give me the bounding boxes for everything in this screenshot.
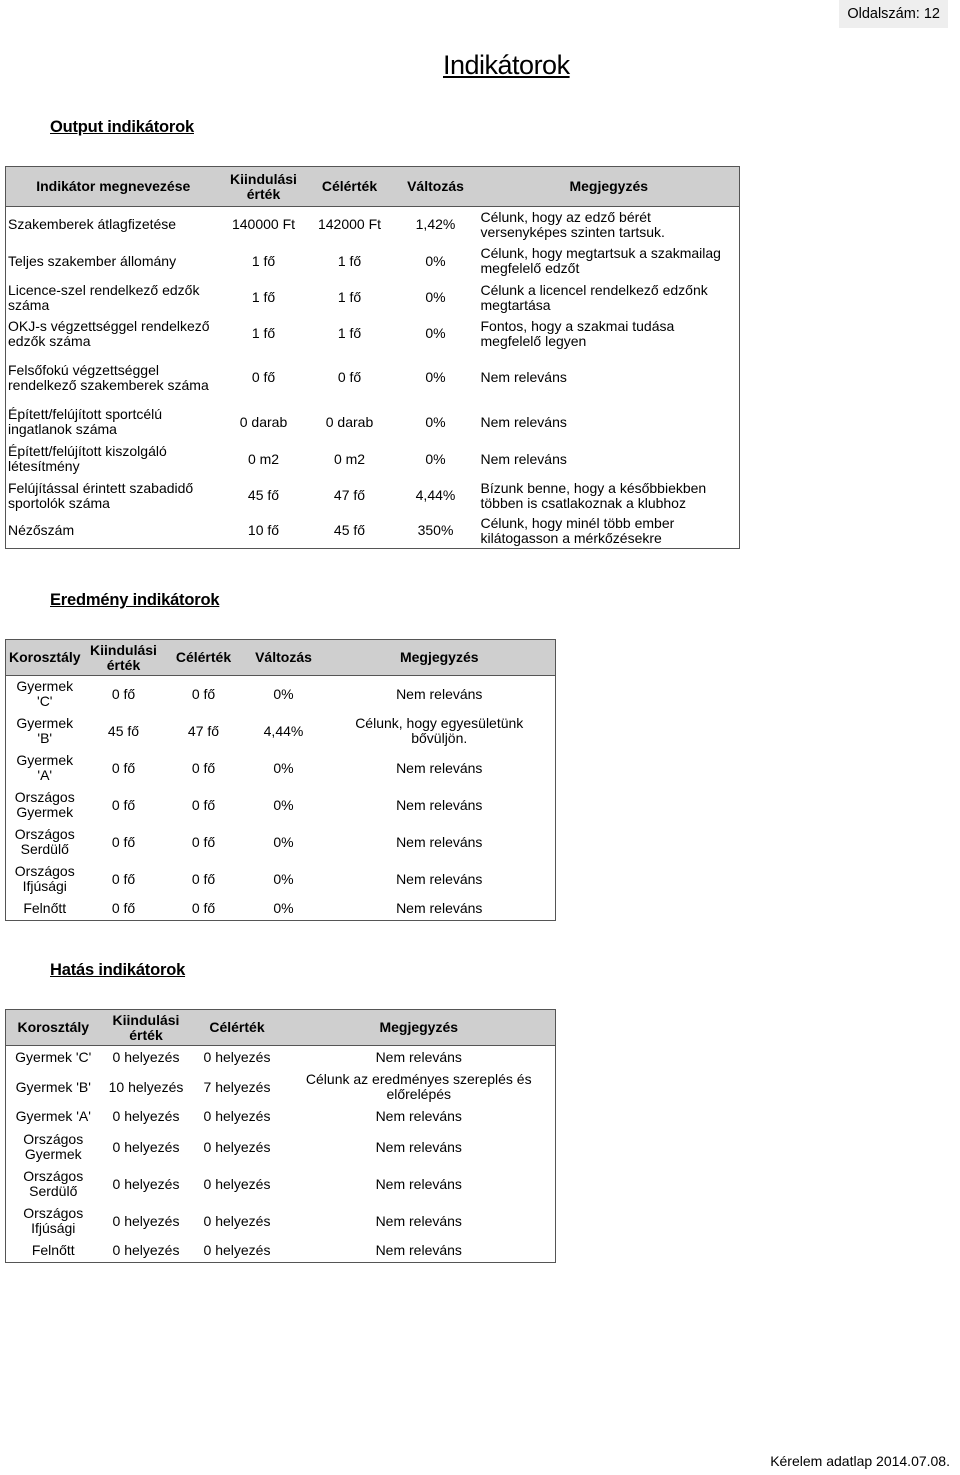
table-row <box>6 280 740 316</box>
table-row <box>6 207 740 243</box>
target-value-cell: 47 fő <box>333 487 366 503</box>
note-cell: Célunk az eredményes szereplés és előrelépés <box>305 1071 532 1102</box>
header-age-group: Korosztály <box>6 640 84 676</box>
impact-indicators-table <box>5 1009 556 1263</box>
start-value-cell: 140000 Ft <box>231 216 296 233</box>
table-header-row <box>6 640 556 676</box>
header-note: Megjegyzés <box>283 1010 556 1046</box>
start-value-cell: 10 helyezés <box>108 1078 184 1095</box>
age-group-cell: Gyermek 'C' <box>15 1049 92 1066</box>
start-value-cell: 1 fő <box>251 325 276 341</box>
start-value-cell: 0 helyezés <box>112 1212 180 1229</box>
note-cell: Nem releváns <box>375 1175 462 1192</box>
start-value-cell: 10 fő <box>247 522 280 539</box>
indicator-name-cell: Szakemberek átlagfizetése <box>8 216 177 233</box>
target-value-cell: 0 fő <box>191 685 216 702</box>
target-value-cell: 7 helyezés <box>203 1078 271 1095</box>
note-cell: Nem releváns <box>480 413 567 430</box>
page-number-label: Oldalszám: 12 <box>839 0 948 28</box>
note-cell: Nem releváns <box>480 369 567 385</box>
target-value-cell: 0 helyezés <box>203 1175 271 1192</box>
target-value-cell: 0 helyezés <box>203 1138 271 1155</box>
target-value-cell: 0 helyezés <box>203 1049 271 1066</box>
change-cell: 0% <box>273 900 294 917</box>
note-cell: Nem releváns <box>480 450 567 467</box>
start-value-cell: 0 fő <box>111 796 136 813</box>
target-value-cell: 1 fő <box>337 325 362 341</box>
target-value-cell: 47 fő <box>187 722 220 739</box>
note-cell: Nem releváns <box>375 1212 462 1229</box>
table-row <box>6 1105 556 1129</box>
table-row <box>6 861 556 898</box>
table-row <box>6 750 556 787</box>
note-cell: Célunk a licencel rendelkező edzőnk megtartása <box>480 281 708 313</box>
target-value-cell: 0 fő <box>337 369 362 385</box>
table-row <box>6 824 556 861</box>
note-cell: Célunk, hogy megtartsuk a szakmailag megfelelő edzőt <box>480 245 721 276</box>
change-cell: 0% <box>273 759 294 776</box>
table-row <box>6 352 740 404</box>
age-group-cell: Felnőtt <box>23 900 67 917</box>
start-value-cell: 0 m2 <box>247 450 280 467</box>
target-value-cell: 0 fő <box>191 759 216 776</box>
header-note: Megjegyzés <box>324 640 556 676</box>
target-value-cell: 0 darab <box>325 413 374 430</box>
header-change: Változás <box>393 167 479 207</box>
note-cell: Fontos, hogy a szakmai tudása megfelelő legyen <box>480 317 675 349</box>
result-indicators-table <box>5 639 556 921</box>
change-cell: 4,44% <box>263 722 304 739</box>
change-cell: 0% <box>425 369 446 385</box>
indicator-name-cell: Nézőszám <box>8 522 75 539</box>
note-cell: Nem releváns <box>396 685 483 702</box>
target-value-cell: 0 m2 <box>333 450 366 467</box>
table-row <box>6 316 740 352</box>
start-value-cell: 0 fő <box>251 369 276 385</box>
start-value-cell: 0 fő <box>111 759 136 776</box>
output-section-title: Output indikátorok <box>50 118 194 136</box>
note-cell: Nem releváns <box>396 759 483 776</box>
age-group-cell: Gyermek 'A' <box>16 752 74 783</box>
target-value-cell: 142000 Ft <box>317 216 382 233</box>
start-value-cell: 1 fő <box>251 252 276 269</box>
note-cell: Bízunk benne, hogy a későbbiekben többen is csatlakoznak a klubhoz <box>480 479 707 511</box>
indicator-name-cell: Épített/felújított sportcélú ingatlanok száma <box>8 406 163 437</box>
indicator-name-cell: OKJ-s végzettséggel rendelkező edzők száma <box>8 317 210 349</box>
header-indicator-name: Indikátor megnevezése <box>6 167 221 207</box>
start-value-cell: 0 helyezés <box>112 1108 180 1124</box>
target-value-cell: 0 fő <box>191 870 216 887</box>
start-value-cell: 0 fő <box>111 685 136 702</box>
start-value-cell: 45 fő <box>247 487 280 503</box>
table-row <box>6 1203 556 1240</box>
age-group-cell: Országos Ifjúsági <box>14 863 75 894</box>
header-note: Megjegyzés <box>479 167 740 207</box>
target-value-cell: 0 helyezés <box>203 1212 271 1229</box>
target-value-cell: 0 fő <box>191 796 216 813</box>
table-header-row <box>6 1010 556 1046</box>
footer-date: Kérelem adatlap 2014.07.08. <box>770 1453 950 1469</box>
header-age-group: Korosztály <box>6 1010 101 1046</box>
target-value-cell: 0 fő <box>191 833 216 850</box>
start-value-cell: 0 fő <box>111 900 136 917</box>
age-group-cell: Országos Gyermek <box>23 1131 84 1162</box>
table-row <box>6 243 740 280</box>
target-value-cell: 0 helyezés <box>203 1242 271 1259</box>
note-cell: Célunk, hogy egyesületünk bővüljön. <box>355 715 524 746</box>
start-value-cell: 0 helyezés <box>112 1049 180 1066</box>
table-row <box>6 404 740 441</box>
start-value-cell: 0 darab <box>239 413 288 430</box>
start-value-cell: 0 helyezés <box>112 1242 180 1259</box>
header-target-value: Célérték <box>164 640 244 676</box>
age-group-cell: Felnőtt <box>31 1242 75 1259</box>
note-cell: Nem releváns <box>396 870 483 887</box>
table-row <box>6 514 740 549</box>
target-value-cell: 1 fő <box>337 289 362 305</box>
change-cell: 0% <box>273 833 294 850</box>
table-row <box>6 1070 556 1105</box>
target-value-cell: 0 fő <box>191 900 216 917</box>
change-cell: 0% <box>425 252 446 269</box>
start-value-cell: 0 helyezés <box>112 1138 180 1155</box>
change-cell: 350% <box>417 522 454 539</box>
page-title: Indikátorok <box>443 50 570 80</box>
change-cell: 1,42% <box>415 216 456 233</box>
note-cell: Nem releváns <box>396 900 483 917</box>
change-cell: 0% <box>273 685 294 702</box>
change-cell: 4,44% <box>415 487 456 503</box>
change-cell: 0% <box>425 325 446 341</box>
age-group-cell: Gyermek 'B' <box>15 1078 91 1095</box>
change-cell: 0% <box>425 289 446 305</box>
indicator-name-cell: Felújítással érintett szabadidő sportolók száma <box>8 479 194 511</box>
change-cell: 0% <box>425 413 446 430</box>
impact-section-title: Hatás indikátorok <box>50 961 186 979</box>
header-change: Változás <box>244 640 324 676</box>
note-cell: Nem releváns <box>396 796 483 813</box>
header-start-value: Kiindulási érték <box>101 1010 192 1046</box>
age-group-cell: Gyermek 'B' <box>16 715 74 746</box>
age-group-cell: Országos Serdülő <box>23 1168 84 1199</box>
table-row <box>6 1166 556 1203</box>
table-row <box>6 787 556 824</box>
header-target-value: Célérték <box>192 1010 283 1046</box>
note-cell: Nem releváns <box>375 1242 462 1259</box>
change-cell: 0% <box>273 796 294 813</box>
header-target-value: Célérték <box>307 167 393 207</box>
table-row <box>6 1046 556 1070</box>
note-cell: Nem releváns <box>375 1138 462 1155</box>
header-start-value: Kiindulási érték <box>84 640 164 676</box>
table-row <box>6 478 740 514</box>
start-value-cell: 0 fő <box>111 870 136 887</box>
note-cell: Célunk, hogy az edző bérét versenyképes szinten tartsuk. <box>480 208 665 240</box>
start-value-cell: 0 helyezés <box>112 1175 180 1192</box>
age-group-cell: Gyermek 'A' <box>15 1108 91 1124</box>
age-group-cell: Gyermek 'C' <box>16 678 74 710</box>
target-value-cell: 1 fő <box>337 252 362 269</box>
note-cell: Nem releváns <box>375 1049 462 1066</box>
indicator-name-cell: Teljes szakember állomány <box>8 252 177 269</box>
result-section-title: Eredmény indikátorok <box>50 591 220 609</box>
age-group-cell: Országos Gyermek <box>14 789 75 820</box>
table-row <box>6 898 556 921</box>
target-value-cell: 45 fő <box>333 522 366 539</box>
indicator-name-cell: Épített/felújított kiszolgáló létesítmény <box>8 443 167 474</box>
note-cell: Nem releváns <box>396 833 483 850</box>
change-cell: 0% <box>425 450 446 467</box>
start-value-cell: 45 fő <box>107 722 140 739</box>
table-row <box>6 1129 556 1166</box>
age-group-cell: Országos Serdülő <box>14 826 75 857</box>
indicator-name-cell: Licence-szel rendelkező edzők száma <box>8 281 200 313</box>
note-cell: Célunk, hogy minél több ember kilátogasson a mérkőzésekre <box>480 514 675 546</box>
table-row <box>6 713 556 750</box>
table-row <box>6 1240 556 1263</box>
start-value-cell: 1 fő <box>251 289 276 305</box>
header-start-value: Kiindulási érték <box>221 167 307 207</box>
age-group-cell: Országos Ifjúsági <box>23 1205 84 1236</box>
change-cell: 0% <box>273 870 294 887</box>
target-value-cell: 0 helyezés <box>203 1108 271 1124</box>
note-cell: Nem releváns <box>375 1108 462 1124</box>
table-row <box>6 676 556 713</box>
start-value-cell: 0 fő <box>111 833 136 850</box>
output-indicators-table <box>5 166 740 549</box>
indicator-name-cell: Felsőfokú végzettséggel rendelkező szakemberek száma <box>8 361 209 393</box>
table-header-row <box>6 167 740 207</box>
table-row <box>6 441 740 478</box>
